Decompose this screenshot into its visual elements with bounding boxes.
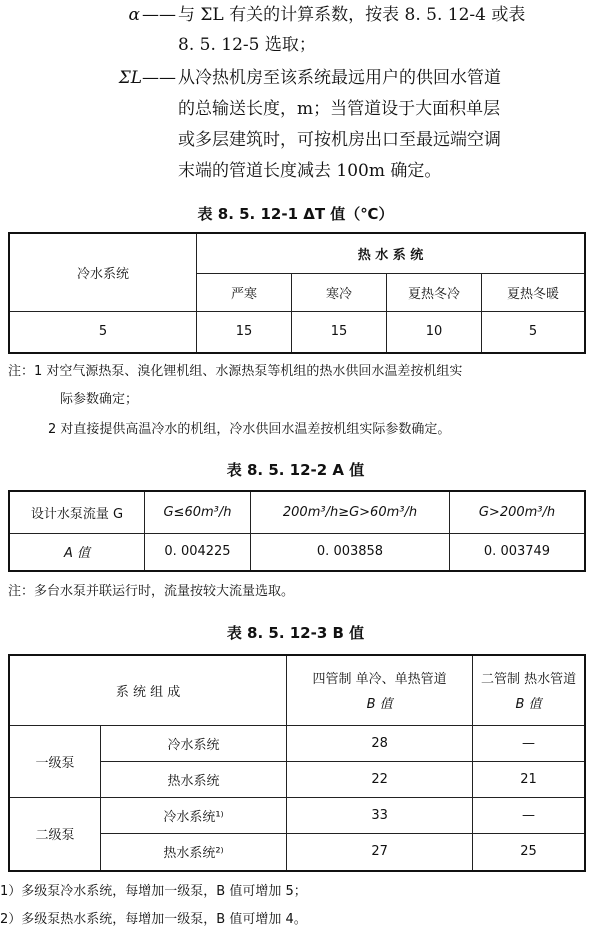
table1-header-cold: 冷水系统 — [9, 233, 197, 311]
table1-cell: 15 — [292, 311, 387, 353]
table2-note: 注：多台水泵并联运行时，流量按较大流量选取。 — [8, 584, 295, 599]
table3-header-four-sub: B 值 — [366, 697, 393, 713]
table1-col-severe-cold: 严寒 — [197, 273, 292, 311]
table1-cell: 10 — [387, 311, 482, 353]
table3-header-system: 系 统 组 成 — [9, 655, 287, 725]
table2-cell: 0. 004225 — [145, 533, 251, 571]
table3-row-label: 冷水系统 — [101, 725, 287, 761]
alpha-symbol: α — [128, 5, 140, 25]
table2-cell: 0. 003749 — [450, 533, 586, 571]
sigmaL-line-1: 从冷热机房至该系统最远用户的供回水管道 — [178, 68, 501, 88]
table1-col-cold: 寒冷 — [292, 273, 387, 311]
table3-cell: — — [473, 725, 585, 761]
table2-caption: 表 8. 5. 12-2 A 值 — [226, 461, 365, 479]
alpha-dash: —— — [142, 5, 176, 25]
table3-cell: 33 — [287, 797, 473, 833]
table1-cell: 5 — [9, 311, 197, 353]
table3-caption: 表 8. 5. 12-3 B 值 — [226, 624, 365, 642]
table3-row-label: 热水系统²⁾ — [101, 833, 287, 871]
table2-header-flow: 设计水泵流量 G — [9, 491, 145, 533]
table3-group-secondary: 二级泵 — [9, 797, 101, 871]
table3-cell: 21 — [473, 761, 585, 797]
table1-cell: 15 — [197, 311, 292, 353]
table3-row-label: 冷水系统¹⁾ — [101, 797, 287, 833]
table2-header-range-2: 200m³/h≥G>60m³/h — [251, 491, 450, 533]
sigmaL-line-3: 或多层建筑时，可按机房出口至最远端空调 — [178, 130, 501, 150]
table3-cell: 28 — [287, 725, 473, 761]
table1-cell: 5 — [482, 311, 586, 353]
table3-header-two-sub: B 值 — [515, 697, 542, 713]
table3-cell: — — [473, 797, 585, 833]
sigmaL-symbol: ΣL — [118, 68, 142, 88]
table2-header-range-3: G>200m³/h — [450, 491, 586, 533]
table3-cell: 25 — [473, 833, 585, 871]
table3-header-four-pipe — [287, 655, 473, 725]
sigmaL-line-4: 末端的管道长度减去 100m 确定。 — [178, 161, 442, 181]
table1-header-hot: 热 水 系 统 — [197, 233, 586, 273]
table2 — [8, 490, 586, 572]
table3-cell: 22 — [287, 761, 473, 797]
table1-note-1-cont: 际参数确定； — [60, 392, 139, 407]
table1-note-1: 注：1 对空气源热泵、溴化锂机组、水源热泵等机组的热水供回水温差按机组实 — [8, 364, 463, 379]
table3-header-two-pipe — [473, 655, 585, 725]
table2-cell: 0. 003858 — [251, 533, 450, 571]
table3-group-primary: 一级泵 — [9, 725, 101, 797]
table1-note-2: 2 对直接提供高温冷水的机组，冷水供回水温差按机组实际参数确定。 — [48, 422, 451, 437]
table3 — [8, 654, 586, 872]
sigmaL-dash: —— — [142, 68, 176, 88]
table3-header-four-title: 四管制 单冷、单热管道 — [312, 672, 447, 688]
alpha-line-2: 8. 5. 12-5 选取； — [178, 35, 316, 55]
table3-header-two-title: 二管制 热水管道 — [480, 672, 577, 688]
table1-col-hot-summer-warm-winter: 夏热冬暖 — [482, 273, 586, 311]
table1-caption: 表 8. 5. 12-1 ΔT 值（℃） — [197, 205, 394, 223]
table2-header-range-1: G≤60m³/h — [145, 491, 251, 533]
table3-row-label: 热水系统 — [101, 761, 287, 797]
table3-footnote-1: 1）多级泵冷水系统，每增加一级泵，B 值可增加 5； — [0, 884, 307, 899]
table3-cell: 27 — [287, 833, 473, 871]
alpha-line-1: 与 ΣL 有关的计算系数，按表 8. 5. 12-4 或表 — [178, 5, 526, 25]
table1 — [8, 232, 586, 354]
sigmaL-line-2: 的总输送长度，m；当管道设于大面积单层 — [178, 99, 501, 119]
table3-footnote-2: 2）多级泵热水系统，每增加一级泵，B 值可增加 4。 — [0, 912, 307, 927]
table1-col-hot-summer-cold-winter: 夏热冬冷 — [387, 273, 482, 311]
table2-row-label: A 值 — [9, 533, 145, 571]
